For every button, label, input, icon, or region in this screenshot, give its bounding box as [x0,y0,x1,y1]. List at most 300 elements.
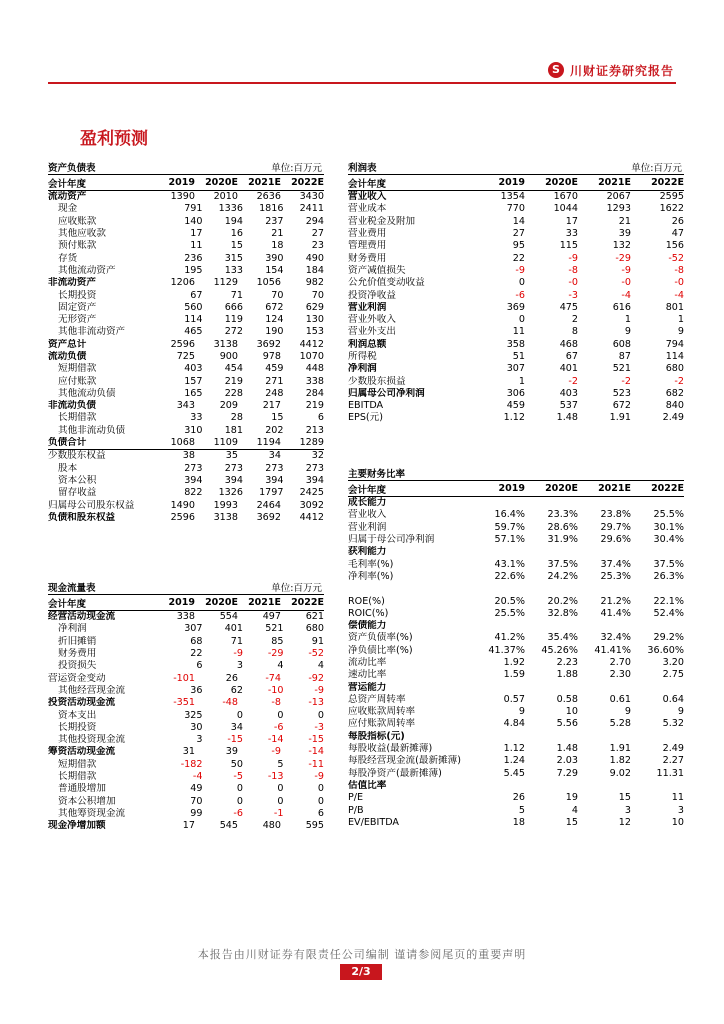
row-value: 672 [612,400,631,412]
row-value: 22 [190,648,203,660]
row-value: 2.49 [662,743,684,755]
row-value: 114 [184,314,203,326]
financial-ratios-table [348,466,684,829]
row-value: 394 [224,474,243,486]
table-row [348,375,684,387]
table-row [348,302,684,314]
row-value: 7.29 [556,767,578,779]
row-label: 利润总额 [348,338,387,350]
row-label: 其他流动负债 [58,387,116,399]
table-row [48,314,324,326]
row-value: 2.23 [556,657,578,668]
row-label: 其他应收款 [58,228,106,240]
row-label: 每股指标(元) [348,730,405,742]
row-value: 3138 [213,511,238,523]
row-label: 应付账款周转率 [348,718,416,730]
row-label: 投资净收益 [348,289,396,301]
row-value: 1816 [259,203,284,215]
row-value: 554 [219,611,238,623]
row-value: 4 [571,804,578,816]
table-row [348,534,684,546]
row-value: 213 [305,424,324,436]
row-value: 12 [618,816,631,828]
row-value: 394 [184,474,203,486]
row-label: 获利能力 [348,546,387,558]
row-value: 1.59 [503,669,525,681]
row-value: 273 [184,462,203,474]
row-label: 归属母公司股东权益 [48,499,135,511]
row-value: 4.84 [503,718,525,730]
row-label: 归属母公司净利润 [348,387,425,399]
row-value: 8 [571,326,578,338]
row-value: 1206 [170,277,195,289]
row-value: 248 [265,387,284,399]
row-value: 616 [612,301,631,313]
table-row [48,722,324,734]
row-value: 70 [311,289,324,301]
table-row [348,326,684,338]
row-label: 管理费用 [348,240,387,252]
row-value: 1129 [213,277,238,289]
row-value: 0 [317,795,324,807]
table-row [48,672,324,684]
row-value: 140 [184,215,203,227]
row-value: 132 [612,240,631,252]
row-label: 应收账款 [58,215,97,227]
row-value: 23.3% [547,509,578,521]
row-value: 71 [230,635,243,647]
row-value: 0 [317,709,324,721]
row-value: 11 [512,326,525,338]
row-value: 545 [219,820,238,832]
table-header-row [48,595,324,611]
year-header: 2019 [168,177,195,188]
row-label: 归属于母公司净利润 [348,534,435,546]
row-value: -74 [265,672,281,684]
row-value: 1354 [500,191,525,203]
table-row [48,449,324,462]
row-value: 680 [305,623,324,635]
table-row [348,388,684,400]
row-value: -9 [314,771,324,782]
row-value: 37.4% [600,558,631,570]
row-value: 5 [277,758,284,770]
row-value: 294 [305,215,324,227]
row-value: 41.37% [488,644,525,656]
row-value: 1.82 [609,755,631,767]
row-value: 2595 [659,191,684,203]
row-value: 17 [182,820,195,832]
row-value: -6 [515,289,525,301]
table-row [48,351,324,363]
row-value: 369 [506,301,525,313]
row-value: 1490 [170,499,195,511]
row-label: 负债和股东权益 [48,511,116,523]
row-value: -9 [314,684,324,696]
table-title: 现金流量表 [48,583,96,594]
row-value: 9 [518,706,525,718]
row-value: 35 [225,450,238,462]
row-label: ROE(%) [348,595,385,607]
row-value: 34 [268,450,281,462]
row-value: 67 [565,351,578,362]
row-value: 1670 [553,191,578,203]
row-value: -8 [271,697,281,709]
row-label: 存货 [58,252,78,264]
row-value: 9 [677,706,684,718]
table-row [348,363,684,375]
table-row [348,497,684,509]
row-value: 1.24 [503,755,525,767]
row-value: 1.48 [556,412,578,424]
row-value: 16 [230,228,243,240]
year-header: 2020E [205,597,238,608]
row-value: 3 [624,804,631,816]
table-row [48,636,324,648]
row-label: 偿债能力 [348,620,387,632]
row-value: 273 [224,462,243,474]
row-label: 营业外支出 [348,326,396,338]
table-row [48,820,324,832]
row-value: -13 [308,697,324,709]
row-value: 41.4% [600,607,631,619]
row-value: 23 [311,240,324,252]
row-value: 26 [512,792,525,804]
row-value: 41.41% [594,644,631,656]
table-title: 资产负债表 [48,163,96,174]
table-unit: 单位:百万元 [631,163,682,174]
row-value: 666 [224,301,243,313]
row-value: -3 [568,289,578,301]
row-value: 37.5% [547,558,578,570]
row-value: 71 [230,289,243,301]
row-value: -5 [233,771,243,782]
row-value: 202 [265,424,284,436]
row-value: 682 [665,387,684,399]
table-row [348,583,684,595]
row-value: 32 [311,450,324,462]
table-header-row [348,481,684,497]
row-label: 资本公积 [58,474,97,486]
row-value: 2.27 [662,755,684,767]
row-value: 184 [305,264,324,276]
row-value: -2 [674,375,684,387]
row-value: 794 [665,338,684,350]
row-value: 32.8% [547,607,578,619]
row-value: 2636 [256,191,281,203]
row-value: 17 [565,215,578,227]
row-label: 应收账款周转率 [348,706,416,718]
row-label: 折旧摊销 [58,635,97,647]
row-value: 358 [506,338,525,350]
row-label: 现金净增加额 [48,820,106,832]
row-value: 10 [671,816,684,828]
row-label: 公允价值变动收益 [348,277,425,289]
row-label: P/E [348,792,364,804]
row-value: 3692 [256,338,281,350]
row-value: 181 [224,424,243,436]
table-row [348,289,684,301]
table-row [348,252,684,264]
row-value: -0 [674,277,684,289]
row-value: 114 [665,351,684,362]
year-header: 2019 [498,483,525,494]
table-row [48,734,324,746]
row-value: 608 [612,338,631,350]
row-label: 每股经营现金流(最新摊薄) [348,755,462,767]
income-statement-table [348,160,684,425]
row-label: 资本公积增加 [58,795,116,807]
row-value: -101 [173,672,195,684]
year-header: 2019 [498,177,525,188]
row-value: -4 [674,289,684,301]
row-value: 315 [224,252,243,264]
table-row [48,425,324,437]
row-label: 其他经营现金流 [58,684,126,696]
row-value: 9 [677,326,684,338]
table-row [48,487,324,499]
row-value: 29.6% [600,534,631,546]
header-rule [48,82,676,84]
row-value: -11 [308,758,324,770]
row-value: 2.30 [609,669,631,681]
row-value: 39 [618,228,631,240]
row-value: 15 [565,816,578,828]
row-value: 343 [176,400,195,412]
row-value: 1326 [218,487,243,499]
row-value: 28.6% [547,521,578,533]
row-label: 营业税金及附加 [348,215,416,227]
row-label: 投资损失 [58,660,97,672]
table-row [48,771,324,783]
row-value: -9 [515,264,525,276]
row-value: -4 [621,289,631,301]
row-value: 37.5% [653,558,684,570]
row-value: 25.5% [653,509,684,521]
row-value: 219 [305,400,324,412]
row-label: 长期投资 [58,289,97,301]
row-value: 25.5% [494,607,525,619]
table-row [48,697,324,709]
table-row [48,437,324,449]
row-value: 672 [265,301,284,313]
row-value: 1.12 [503,412,525,424]
table-row [348,400,684,412]
row-value: 307 [506,363,525,375]
table-title: 利润表 [348,163,377,174]
row-label: 每股收益(最新摊薄) [348,743,433,755]
row-value: 1.91 [609,412,631,424]
table-row [348,314,684,326]
row-value: 1336 [218,203,243,215]
table-header-row [348,175,684,191]
footer-disclaimer: 本报告由川财证券有限责任公司编制 谨请参阅尾页的重要声明 [197,948,527,961]
row-value: 17 [190,228,203,240]
table-row [48,759,324,771]
row-label: 净利润 [58,623,87,635]
table-row [348,339,684,351]
row-value: -14 [308,746,324,758]
row-label: 普通股增加 [58,783,106,795]
table-row [48,302,324,314]
balance-sheet-table [48,160,324,524]
row-value: 68 [190,635,203,647]
row-value: 680 [665,363,684,375]
row-value: 18 [271,240,284,252]
row-value: 0 [236,709,243,721]
section-title: 盈利预测 [80,129,148,149]
row-value: 43.1% [494,558,525,570]
table-row [348,571,684,583]
row-value: 0 [236,795,243,807]
row-label: 营业成本 [348,203,387,215]
row-value: 537 [559,400,578,412]
row-label: 营业利润 [348,521,387,533]
row-value: 338 [305,375,324,387]
row-value: 32.4% [600,632,631,644]
row-value: 1 [624,314,631,326]
row-value: 52.4% [653,607,684,619]
row-value: 2425 [299,487,324,499]
row-label: 其他非流动负债 [58,424,126,436]
table-row [48,412,324,424]
row-value: 982 [305,277,324,289]
row-label: 资产减值损失 [348,264,406,276]
row-value: -3 [314,721,324,733]
row-value: 448 [305,363,324,375]
row-value: 1.48 [556,743,578,755]
row-value: 2596 [170,338,195,350]
table-row [348,804,684,816]
row-value: 4412 [299,511,324,523]
row-value: 5.45 [503,767,525,779]
row-value: 27 [512,228,525,240]
row-value: 325 [184,709,203,721]
row-value: 1993 [213,499,238,511]
table-header-row [48,175,324,191]
row-value: 1068 [170,437,195,449]
row-value: 59.7% [494,521,525,533]
table-row [348,509,684,521]
row-value: 30 [190,721,203,733]
row-value: 154 [265,264,284,276]
row-value: 3.20 [662,657,684,668]
row-label: 速动比率 [348,669,387,681]
row-value: 0.64 [662,693,684,705]
table-row [48,240,324,252]
row-value: 133 [224,264,243,276]
row-value: 22 [512,252,525,264]
row-value: 20.5% [494,595,525,607]
row-value: 18 [512,816,525,828]
table-row [48,685,324,697]
year-header: 2022E [291,597,324,608]
row-label: 营业外收入 [348,314,396,326]
row-value: 85 [271,635,284,647]
row-value: 0 [277,783,284,795]
row-value: 1070 [299,351,324,362]
table-row [48,400,324,412]
table-row [348,240,684,252]
row-label: 财务费用 [58,648,97,660]
row-value: 2.03 [556,755,578,767]
row-value: 1.91 [609,743,631,755]
row-value: -15 [227,734,243,746]
row-value: 10 [565,706,578,718]
table-row [348,718,684,730]
row-value: 9.02 [609,767,631,779]
row-value: 1056 [256,277,281,289]
row-label: 营业费用 [348,228,387,240]
row-value: -8 [674,264,684,276]
row-value: 840 [665,400,684,412]
row-label: 其他非流动资产 [58,326,126,338]
table-row [348,595,684,607]
table-row [48,228,324,240]
row-value: 1194 [256,437,281,449]
row-value: 2411 [299,203,324,215]
row-value: 29.7% [600,521,631,533]
row-value: 2.70 [609,657,631,668]
row-label: 非流动负债 [48,400,96,412]
row-value: 2067 [606,191,631,203]
row-value: 22.6% [494,570,525,582]
row-label: 总资产周转率 [348,693,406,705]
row-value: 30.1% [653,521,684,533]
table-row [48,388,324,400]
row-value: 5.32 [662,718,684,730]
cash-flow-table [48,580,324,832]
row-value: 22.1% [653,595,684,607]
row-label: 营运资金变动 [48,672,106,684]
row-value: 99 [190,807,203,819]
row-label: 营业利润 [348,301,387,313]
table-row [48,339,324,351]
row-value: 47 [671,228,684,240]
year-header: 2022E [651,177,684,188]
table-row [348,645,684,657]
table-unit: 单位:百万元 [271,583,322,594]
row-label: 筹资活动现金流 [48,746,116,758]
row-value: 209 [219,400,238,412]
row-value: 15 [618,792,631,804]
row-label: 资本支出 [58,709,97,721]
row-value: -29 [615,252,631,264]
row-value: -52 [668,252,684,264]
year-header: 2020E [545,483,578,494]
row-value: -15 [308,734,324,746]
row-label: 其他筹资现金流 [58,807,126,819]
row-label: 经营活动现金流 [48,611,116,623]
row-value: 560 [184,301,203,313]
row-value: 0.58 [556,693,578,705]
row-label: 预付账款 [58,240,97,252]
row-value: 15 [230,240,243,252]
row-value: 2596 [170,511,195,523]
row-value: 0 [317,783,324,795]
row-value: 394 [305,474,324,486]
row-label: 负债合计 [48,437,87,449]
report-header [48,56,676,84]
brand-logo-icon: S [548,62,564,78]
row-value: 57.1% [494,534,525,546]
row-label: 营运能力 [348,681,387,693]
row-value: 41.2% [494,632,525,644]
row-value: 14 [512,215,525,227]
table-row [348,632,684,644]
row-value: 401 [559,363,578,375]
row-value: 237 [265,215,284,227]
